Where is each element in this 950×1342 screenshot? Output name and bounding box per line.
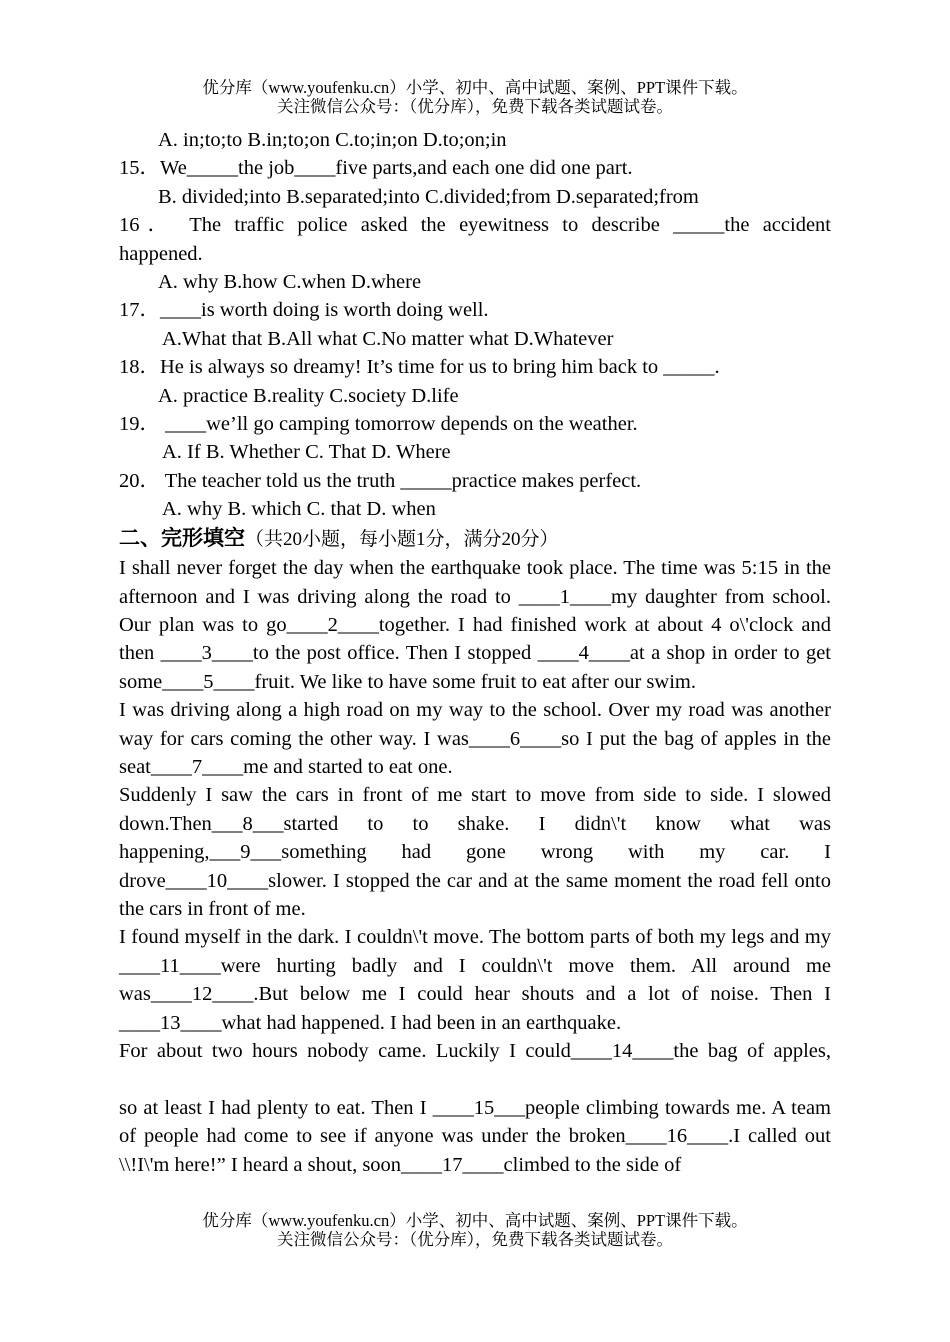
q16-options: A. why B.how C.when D.where xyxy=(158,271,422,294)
q20-stem: 20． The teacher told us the truth _____practice makes perfect. xyxy=(119,469,642,492)
q18-stem: 18．He is always so dreamy! It’s time for us to bring him back to _____. xyxy=(119,356,720,379)
page-header xyxy=(0,78,950,116)
section-2-note: （共20小题，每小题1分，满分20分） xyxy=(245,528,559,550)
q17-stem: 17．____is worth doing is worth doing well. xyxy=(119,299,489,322)
q16-stem-line-2: happened. xyxy=(119,242,203,265)
header-line-2: 关注微信公众号：（优分库），免费下载各类试题试卷。 xyxy=(277,97,673,116)
header-line-1: 优分库（www.youfenku.cn）小学、初中、高中试题、案例、PPT课件下载。 xyxy=(202,78,748,97)
passage-paragraph-3: Suddenly I saw the cars in front of me start to move from side to side. I slowed down.Then___8___started to to shake. I didn\'t know what was happening,___9___something had gone wrong with my car. I drove____10____slower. I stopped the car and at the same moment the road fell onto the cars in front of me. xyxy=(119,784,831,920)
q16-stem-line-1: 16． The traffic police asked the eyewitness to describe _____the accident xyxy=(119,214,831,237)
q15-options: B. divided;into B.separated;into C.divided;from D.separated;from xyxy=(158,185,699,208)
passage-paragraph-2: I was driving along a high road on my way to the school. Over my road was another way for cars coming the other way. I was____6____so I put the bag of apples in the seat____7____me and started to eat one. xyxy=(119,699,831,778)
footer-line-2: 关注微信公众号：（优分库），免费下载各类试题试卷。 xyxy=(277,1230,673,1249)
section-2-heading xyxy=(119,524,831,554)
passage-paragraph-5-rest: so at least I had plenty to eat. Then I ____15___people climbing towards me. A team of people had come to see if anyone was under the broken____16____.I called out \\!I\'m here!” I heard a shout, soon____17____climbed to the side of xyxy=(119,1096,831,1176)
passage-paragraph-4: I found myself in the dark. I couldn\'t move. The bottom parts of both my legs and my ____11____were hurting badly and I couldn\'t move them. All around me was____12____.But below me I could hear shouts and a lot of noise. Then I ____13____what had happened. I had been in an earthquake. xyxy=(119,926,831,1034)
blank-line xyxy=(119,1065,831,1093)
passage-paragraph-5-line-1: For about two hours nobody came. Luckily I could____14____the bag of apples, xyxy=(119,1040,831,1062)
exam-content xyxy=(119,126,831,1179)
q19-options: A. If B. Whether C. That D. Where xyxy=(162,441,451,464)
q20-options: A. why B. which C. that D. when xyxy=(162,498,436,521)
q18-options: A. practice B.reality C.society D.life xyxy=(158,384,459,407)
q14-options: A. in;to;to B.in;to;on C.to;in;on D.to;on;in xyxy=(158,129,507,151)
footer-line-1: 优分库（www.youfenku.cn）小学、初中、高中试题、案例、PPT课件下载。 xyxy=(202,1211,748,1230)
section-2-title: 二、完形填空 xyxy=(119,525,245,550)
q17-options: A.What that B.All what C.No matter what D.Whatever xyxy=(162,327,614,350)
passage-paragraph-1: I shall never forget the day when the earthquake took place. The time was 5:15 in the afternoon and I was driving along the road to ____1____my daughter from school. Our plan was to go____2____together. I had finished work at about 4 o\'clock and then ____3____to the post office. Then I stopped ____4____at a shop in order to get some____5____fruit. We like to have some fruit to eat after our swim. xyxy=(119,557,831,693)
q15-stem: 15．We_____the job____five parts,and each one did one part. xyxy=(119,157,633,180)
page-footer xyxy=(0,1211,950,1249)
q19-stem: 19． ____we’ll go camping tomorrow depends on the weather. xyxy=(119,413,638,436)
